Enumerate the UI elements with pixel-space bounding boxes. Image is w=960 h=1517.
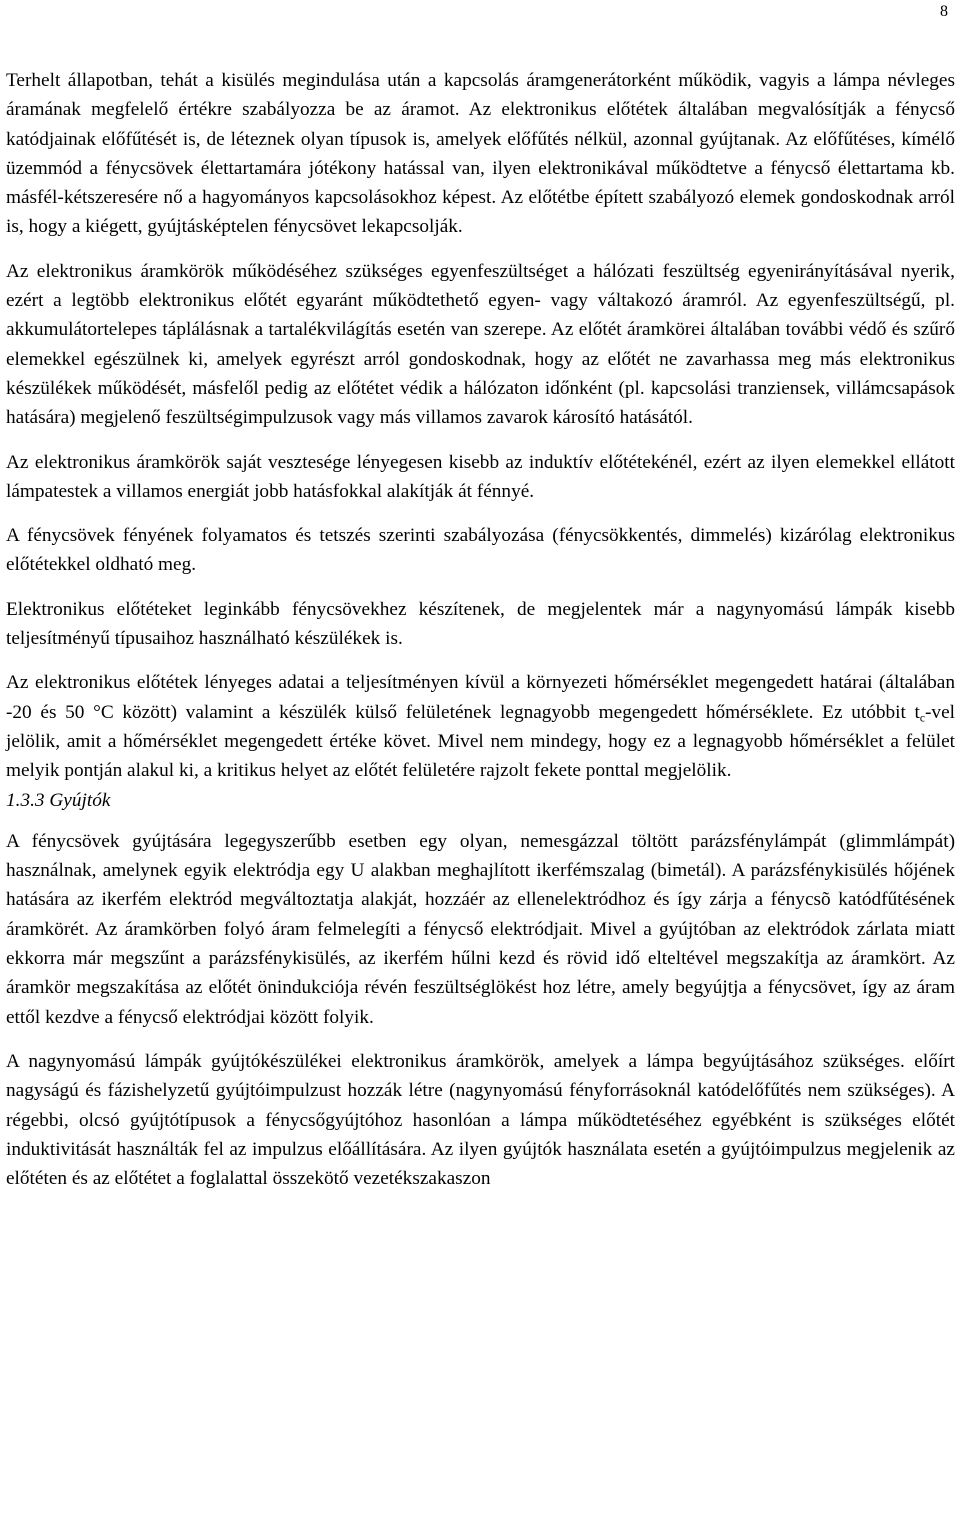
ratings-text-after: -vel jelölik, amit a hőmérséklet megengedett értéke követ. Mivel nem mindegy, hogy ez a legnagyobb hőmérséklet a felület melyik pontján alakul ki, a kritikus helyet az előtét felületére rajzolt fekete ponttal megjelölik.: [6, 701, 955, 782]
section-heading: 1.3.3 Gyújtók: [6, 789, 111, 811]
page-number: 8: [940, 3, 948, 20]
paragraph-applications: Elektronikus előtéteket leginkább fénycsövekhez készítenek, de megjelentek már a nagynyomású lámpák kisebb teljesítményű típusaihoz használható készülékek is.: [6, 598, 955, 650]
paragraph-glow-starter: A fénycsövek gyújtására legegyszerűbb esetben egy olyan, nemesgázzal töltött parázsfénylámpát (glimmlámpát) használnak, amelynek egyik elektródja egy U alakban meghajlított ikerfémszalag (bimetál). A parázsfénykisülés hőjének hatására az ikerfém elektród megváltoztatja alakját, hozzáér az ellenelektródhoz és így zárja a fénycsõ katódfűtésének áramkörét. Az áramkörben folyó áram felmelegíti a fénycső elektródjait. Mivel a gyújtóban az elektródok zárlata miatt ekkorra már megszűnt a parázsfénykisülés, az ikerfém hűlni kezd és rövid idő elteltével megszakítja az áramkört. Az áramkör megszakítása az előtét önindukciója révén feszültséglökést hoz létre, amely begyújtja a fénycsövet, így az áram ettől kezdve a fénycső elektródjai között folyik.: [6, 830, 955, 1028]
paragraph-dc-supply: Az elektronikus áramkörök működéséhez szükséges egyenfeszültséget a hálózati feszültség egyenirányításával nyerik, ezért a legtöbb elektronikus előtét egyaránt működtethető egyen- vagy váltakozó áramról. Az egyenfeszültségű, pl. akkumulátortelepes táplálásnak a tartalékvilágítás esetén van szerepe. Az előtét áramkörei általában további védő és szűrő elemekkel egészülnek ki, amelyek egyrészt arról gondoskodnak, hogy az előtét ne zavarhassa meg más elektronikus készülékek működését, másfelől pedig az előtétet védik a hálózaton időnként (pl. kapcsolási tranziensek, villámcsapások hatására) megjelenő feszültségimpulzusok vagy más villamos zavarok károsító hatásától.: [6, 260, 955, 429]
tc-subscript: c: [919, 711, 926, 725]
paragraph-loaded-state: Terhelt állapotban, tehát a kisülés megindulása után a kapcsolás áramgenerátorként működik, vagyis a lámpa névleges áramának megfelelő értékre szabályozza be az áramot. Az elektronikus előtétek általában megvalósítják a fénycső katódjainak előfűtését is, de léteznek olyan típusok is, amelyek előfűtés nélkül, azonnal gyújtanak. Az előfűtéses, kímélő üzemmód a fénycsövek élettartamára jótékony hatással van, ilyen elektronikával működtetve a fénycső élettartama kb. másfél-kétszeresére nő a hagyományos kapcsolásokhoz képest. Az előtétbe épített szabályozó elemek gondoskodnak arról is, hogy a kiégett, gyújtásképtelen fénycsövet lekapcsolják.: [6, 70, 955, 238]
paragraph-dimming: A fénycsövek fényének folyamatos és tetszés szerinti szabályozása (fénycsökkentés, dimmelés) kizárólag elektronikus előtétekkel oldható meg.: [6, 525, 955, 576]
paragraph-hid-ignitors: A nagynyomású lámpák gyújtókészülékei elektronikus áramkörök, amelyek a lámpa begyújtásához szükséges. előírt nagyságú és fázishelyzetű gyújtóimpulzust hozzák létre (nagynyomású fényforrásoknál katódelőfűtés nem szükséges). A régebbi, olcsó gyújtótípusok a fénycsőgyújtóhoz hasonlóan a lámpa működtetéséhez egyébként is szükséges előtét induktivitását használták fel az impulzus előállítására. Az ilyen gyújtók használata esetén a gyújtóimpulzus megjelenik az előtéten és az előtétet a foglalattal összekötő vezetékszakaszon: [6, 1050, 955, 1190]
paragraph-losses: Az elektronikus áramkörök saját vesztesége lényegesen kisebb az induktív előtétekénél, ezért az ilyen elemekkel ellátott lámpatestek a villamos energiát jobb hatásfokkal alakítják át fénnyé.: [6, 451, 955, 502]
document-body: [6, 66, 955, 1193]
paragraph-ratings: [6, 668, 955, 785]
ratings-text-before: Az elektronikus előtétek lényeges adatai a teljesítményen kívül a környezeti hőmérséklet megengedett határai (általában -20 és 50 °C között) valamint a készülék külső felületének legnagyobb megengedett hőmérséklete. Ez utóbbit t: [6, 672, 955, 723]
